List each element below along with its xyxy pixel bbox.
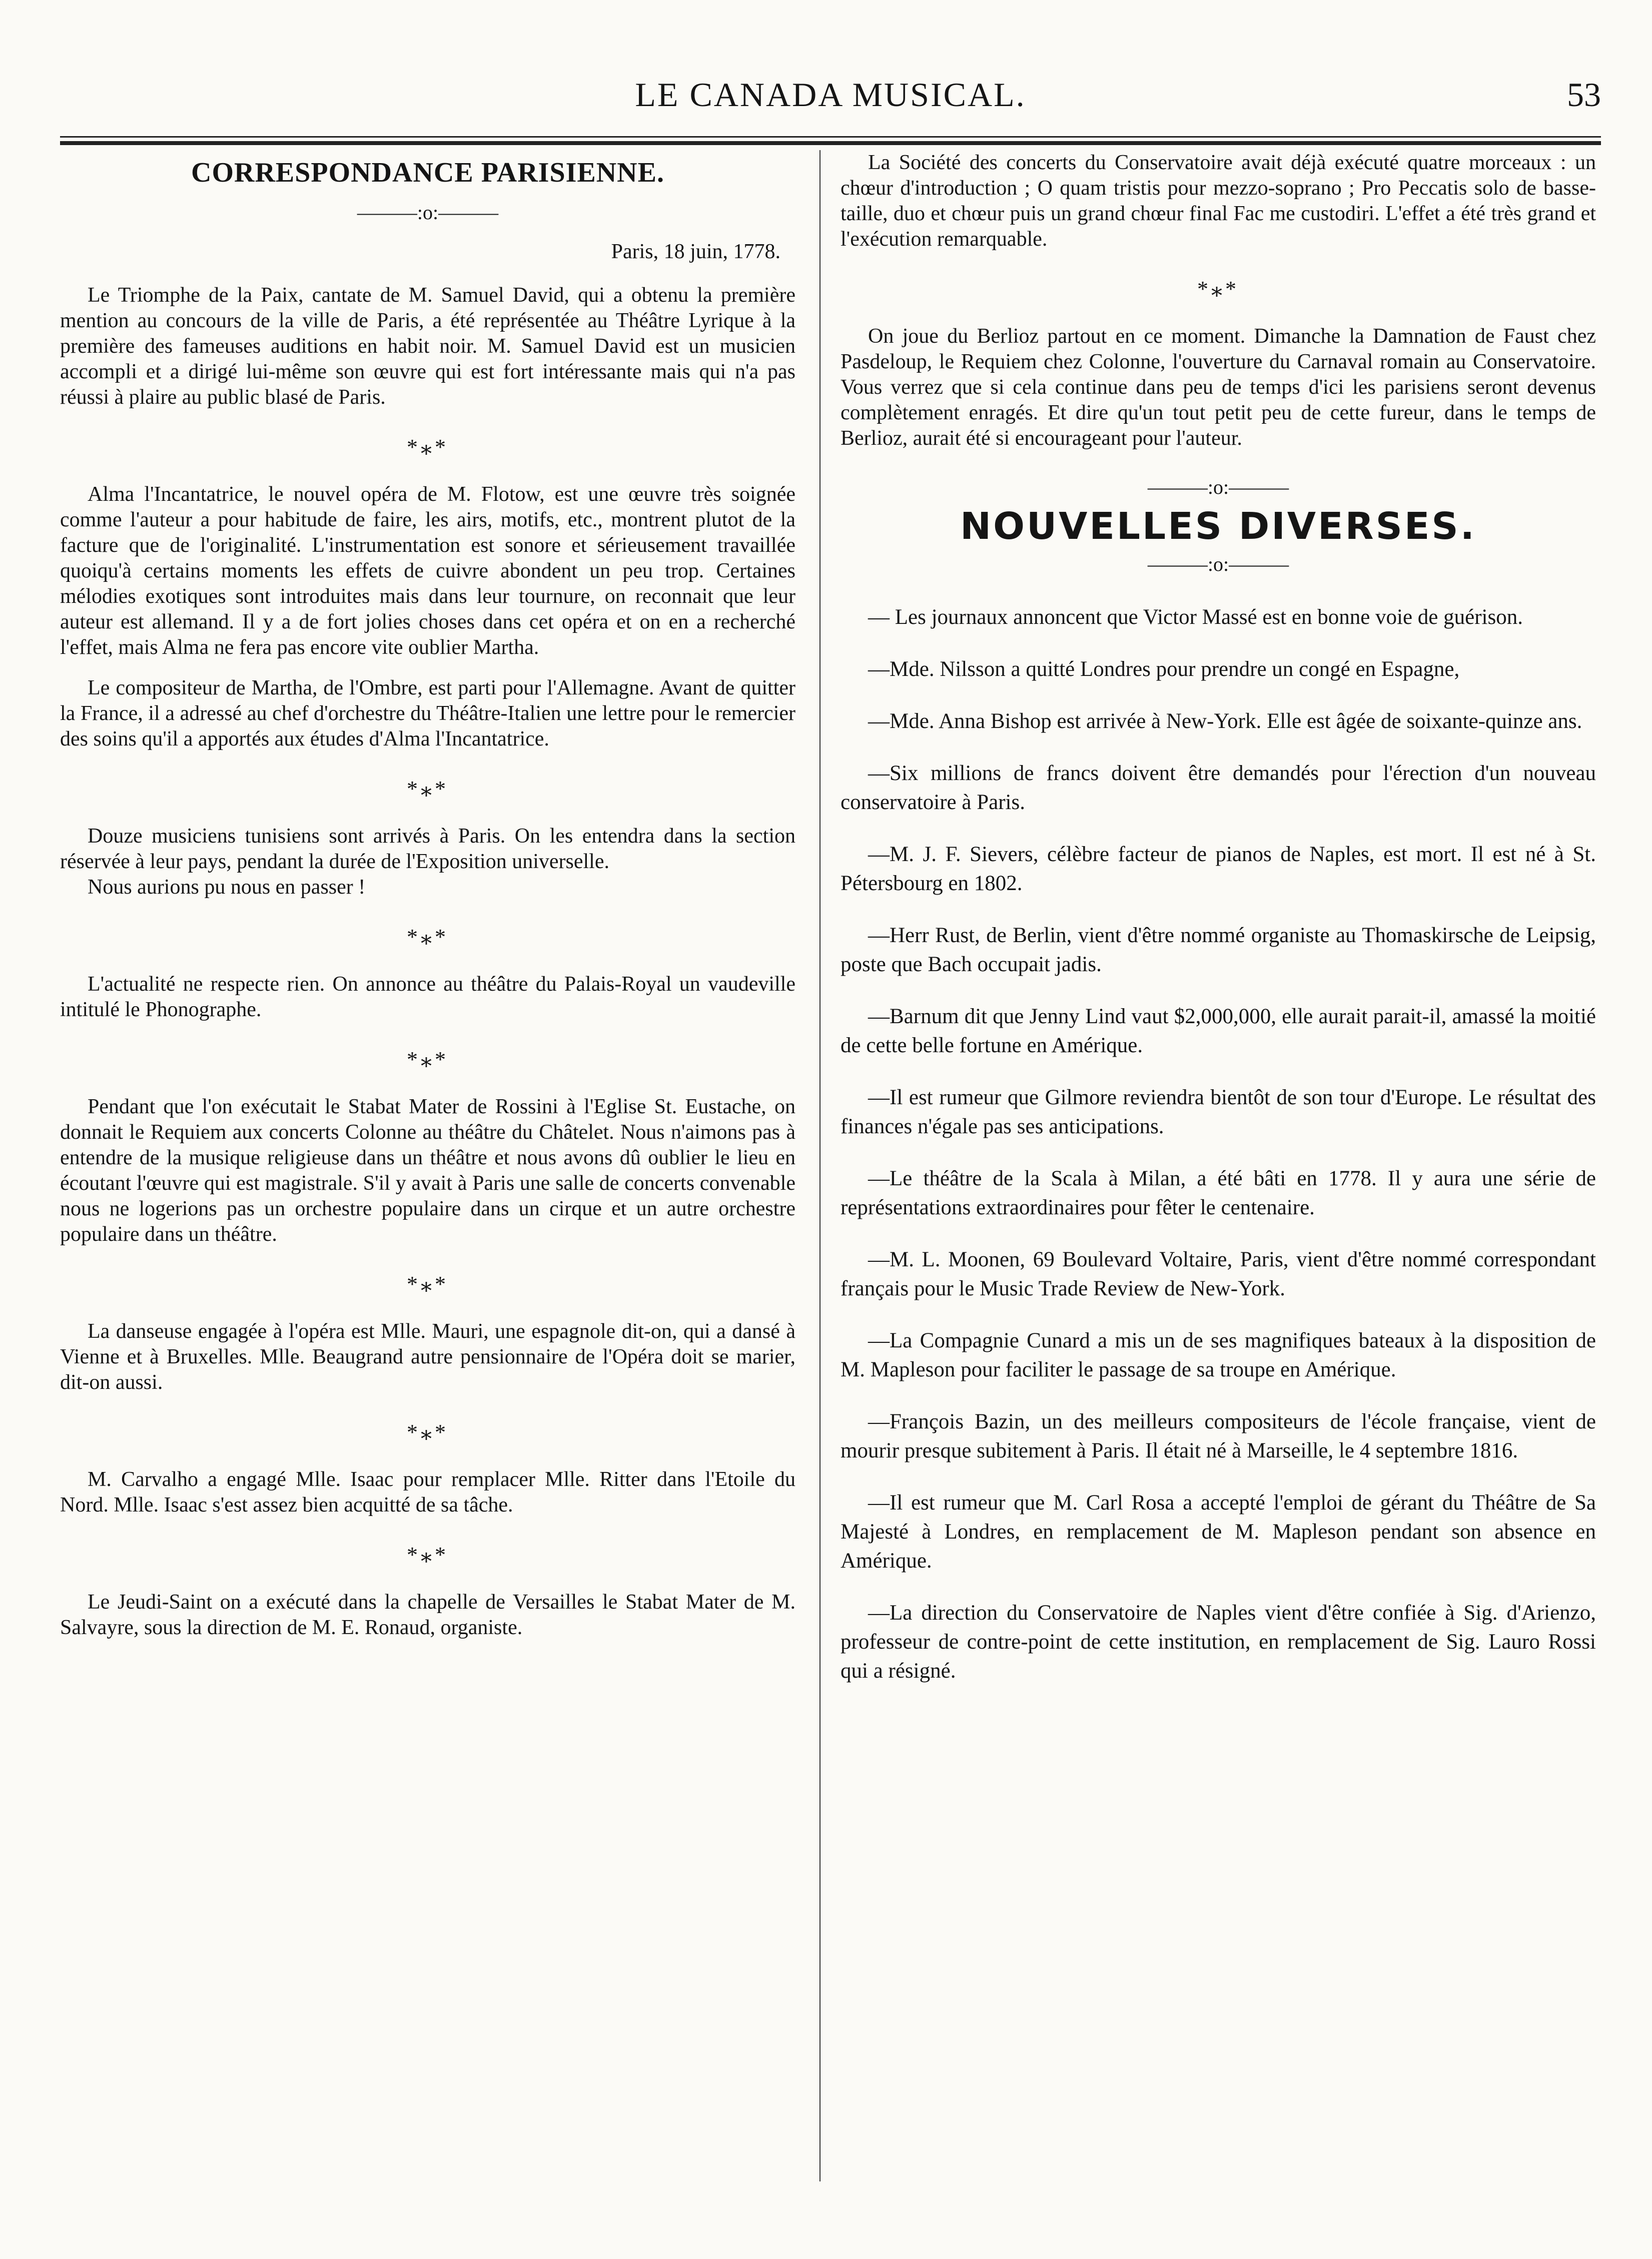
separator: ———:o:——— bbox=[357, 201, 499, 224]
column-divider bbox=[819, 150, 820, 2181]
news-item: —Le théâtre de la Scala à Milan, a été bâti en 1778. Il y aura une série de représentations extraordinaires pour fêter le centenaire. bbox=[841, 1167, 1596, 1219]
news-item: —M. L. Moonen, 69 Boulevard Voltaire, Paris, vient d'être nommé correspondant français pour le Music Trade Review de New-York. bbox=[841, 1248, 1596, 1300]
paragraph: Nous aurions pu nous en passer ! bbox=[88, 876, 366, 899]
right-column bbox=[841, 150, 1596, 1709]
news-item: —Il est rumeur que Gilmore reviendra bientôt de son tour d'Europe. Le résultat des finances n'égale pas ses anticipations. bbox=[841, 1086, 1596, 1138]
news-item: —M. J. F. Sievers, célèbre facteur de pianos de Naples, est mort. Il est né à St. Pétersbourg en 1802. bbox=[841, 843, 1596, 895]
asterism: *⁎* bbox=[407, 1272, 449, 1296]
asterism: *⁎* bbox=[1197, 277, 1239, 301]
news-item: — Les journaux annoncent que Victor Massé est en bonne voie de guérison. bbox=[868, 605, 1523, 629]
page-number: 53 bbox=[1567, 76, 1601, 114]
asterism: *⁎* bbox=[407, 1543, 449, 1567]
section-title-correspondance: CORRESPONDANCE PARISIENNE. bbox=[191, 157, 664, 188]
news-item: —Herr Rust, de Berlin, vient d'être nommé organiste au Thomaskirsche de Leipsig, poste que Bach occupait jadis. bbox=[841, 924, 1596, 976]
separator: ———:o:——— bbox=[1147, 553, 1289, 575]
asterism: *⁎* bbox=[407, 435, 449, 459]
asterism: *⁎* bbox=[407, 1047, 449, 1072]
paragraph: On joue du Berlioz partout en ce moment. Dimanche la Damnation de Faust chez Pasdeloup, le Requiem chez Colonne, l'ouverture du Carnaval romain au Conservatoire. Vous verrez que si cela continue dans peu de temps d'ici les parisiens seront devenus complètement enragés. Et dire qu'un tout petit peu de cette fureur, dans le temps de Berlioz, aurait été si encourageant pour l'auteur. bbox=[841, 325, 1596, 450]
news-item: —Il est rumeur que M. Carl Rosa a accepté l'emploi de gérant du Théâtre de Sa Majesté à Londres, en remplacement de M. Mapleson pendant son absence en Amérique. bbox=[841, 1491, 1596, 1573]
paragraph: Le compositeur de Martha, de l'Ombre, est parti pour l'Allemagne. Avant de quitter la France, il a adressé au chef d'orchestre du Théâtre-Italien une lettre pour le remercier des soins qu'il a apportés aux études d'Alma l'Incantatrice. bbox=[60, 676, 795, 750]
paragraph: Alma l'Incantatrice, le nouvel opéra de M. Flotow, est une œuvre très soignée comme l'auteur a pour habitude de faire, les airs, motifs, etc., montrent plutot de la facture que de l'originalité. L'instrumentation est sonore et sérieusement travaillée quoiqu'à certains moments les effets de cuivre abondent un peu trop. Certaines mélodies exotiques sont introduites mais dans leur tournure, on reconnait que leur auteur est allemand. Il y a de fort jolies choses dans cet opéra et on en a recherché l'effet, mais Alma ne fera pas encore vite oublier Martha. bbox=[60, 483, 795, 659]
paragraph: Douze musiciens tunisiens sont arrivés à Paris. On les entendra dans la section réservée à leur pays, pendant la durée de l'Exposition universelle. bbox=[60, 825, 795, 873]
news-list bbox=[841, 603, 1596, 1686]
header-rule-thick bbox=[60, 141, 1601, 145]
news-item: —Six millions de francs doivent être demandés pour l'érection d'un nouveau conservatoire à Paris. bbox=[841, 762, 1596, 814]
news-item: —François Bazin, un des meilleurs compositeurs de l'école française, vient de mourir presque subitement à Paris. Il était né à Marseille, le 4 septembre 1816. bbox=[841, 1410, 1596, 1462]
paragraph: La danseuse engagée à l'opéra est Mlle. Mauri, une espagnole dit-on, qui a dansé à Vienne et à Bruxelles. Mlle. Beaugrand autre pensionnaire de l'Opéra doit se marier, dit-on aussi. bbox=[60, 1320, 795, 1394]
news-item: —La direction du Conservatoire de Naples vient d'être confiée à Sig. d'Arienzo, professeur de contre-point de cette institution, en remplacement de Sig. Lauro Rossi qui a résigné. bbox=[841, 1601, 1596, 1683]
paragraph: La Société des concerts du Conservatoire avait déjà exécuté quatre morceaux : un chœur d'introduction ; O quam tristis pour mezzo-soprano ; Pro Peccatis solo de basse-taille, duo et chœur puis un grand chœur final Fac me custodiri. L'effet a été très grand et l'exécution remarquable. bbox=[841, 151, 1596, 251]
paragraph: M. Carvalho a engagé Mlle. Isaac pour remplacer Mlle. Ritter dans l'Etoile du Nord. Mlle. Isaac s'est assez bien acquitté de sa tâche. bbox=[60, 1468, 795, 1517]
paragraph: Pendant que l'on exécutait le Stabat Mater de Rossini à l'Eglise St. Eustache, on donnait le Requiem aux concerts Colonne au théâtre du Châtelet. Nous n'aimons pas à entendre de la musique religieuse dans un théâtre et nous avons dû oublier le lieu en écoutant l'œuvre qui est magistrale. S'il y avait à Paris une salle de concerts convenable nous ne logerions pas un orchestre populaire dans un cirque et un autre orchestre populaire dans un théâtre. bbox=[60, 1095, 795, 1246]
paragraph: L'actualité ne respecte rien. On annonce au théâtre du Palais-Royal un vaudeville intitulé le Phonographe. bbox=[60, 973, 795, 1021]
section-title-nouvelles: NOUVELLES DIVERSES. bbox=[960, 505, 1476, 548]
separator: ———:o:——— bbox=[1147, 476, 1289, 498]
asterism: *⁎* bbox=[407, 925, 449, 949]
asterism: *⁎* bbox=[407, 777, 449, 801]
asterism: *⁎* bbox=[407, 1420, 449, 1444]
journal-title: LE CANADA MUSICAL. bbox=[635, 76, 1026, 114]
left-column bbox=[60, 150, 795, 1656]
running-head bbox=[60, 75, 1601, 135]
header-rule bbox=[60, 136, 1601, 138]
paragraph: Le Jeudi-Saint on a exécuté dans la chapelle de Versailles le Stabat Mater de M. Salvayre, sous la direction de M. E. Ronaud, organiste. bbox=[60, 1591, 795, 1639]
news-item: —Mde. Nilsson a quitté Londres pour prendre un congé en Espagne, bbox=[868, 657, 1460, 681]
paragraph: Le Triomphe de la Paix, cantate de M. Samuel David, qui a obtenu la première mention au concours de la ville de Paris, a été représentée au Théâtre Lyrique à la première des fameuses auditions en habit noir. M. Samuel David est un musicien accompli et a dirigé lui-même son œuvre qui est fort intéressante mais qui n'a pas réussi à plaire au public blasé de Paris. bbox=[60, 284, 795, 409]
news-item: —Barnum dit que Jenny Lind vaut $2,000,000, elle aurait parait-il, amassé la moitié de cette belle fortune en Amérique. bbox=[841, 1005, 1596, 1057]
dateline: Paris, 18 juin, 1778. bbox=[611, 240, 780, 263]
news-item: —La Compagnie Cunard a mis un de ses magnifiques bateaux à la disposition de M. Mapleson pour faciliter le passage de sa troupe en Amérique. bbox=[841, 1329, 1596, 1381]
news-item: —Mde. Anna Bishop est arrivée à New-York. Elle est âgée de soixante-quinze ans. bbox=[868, 709, 1582, 733]
